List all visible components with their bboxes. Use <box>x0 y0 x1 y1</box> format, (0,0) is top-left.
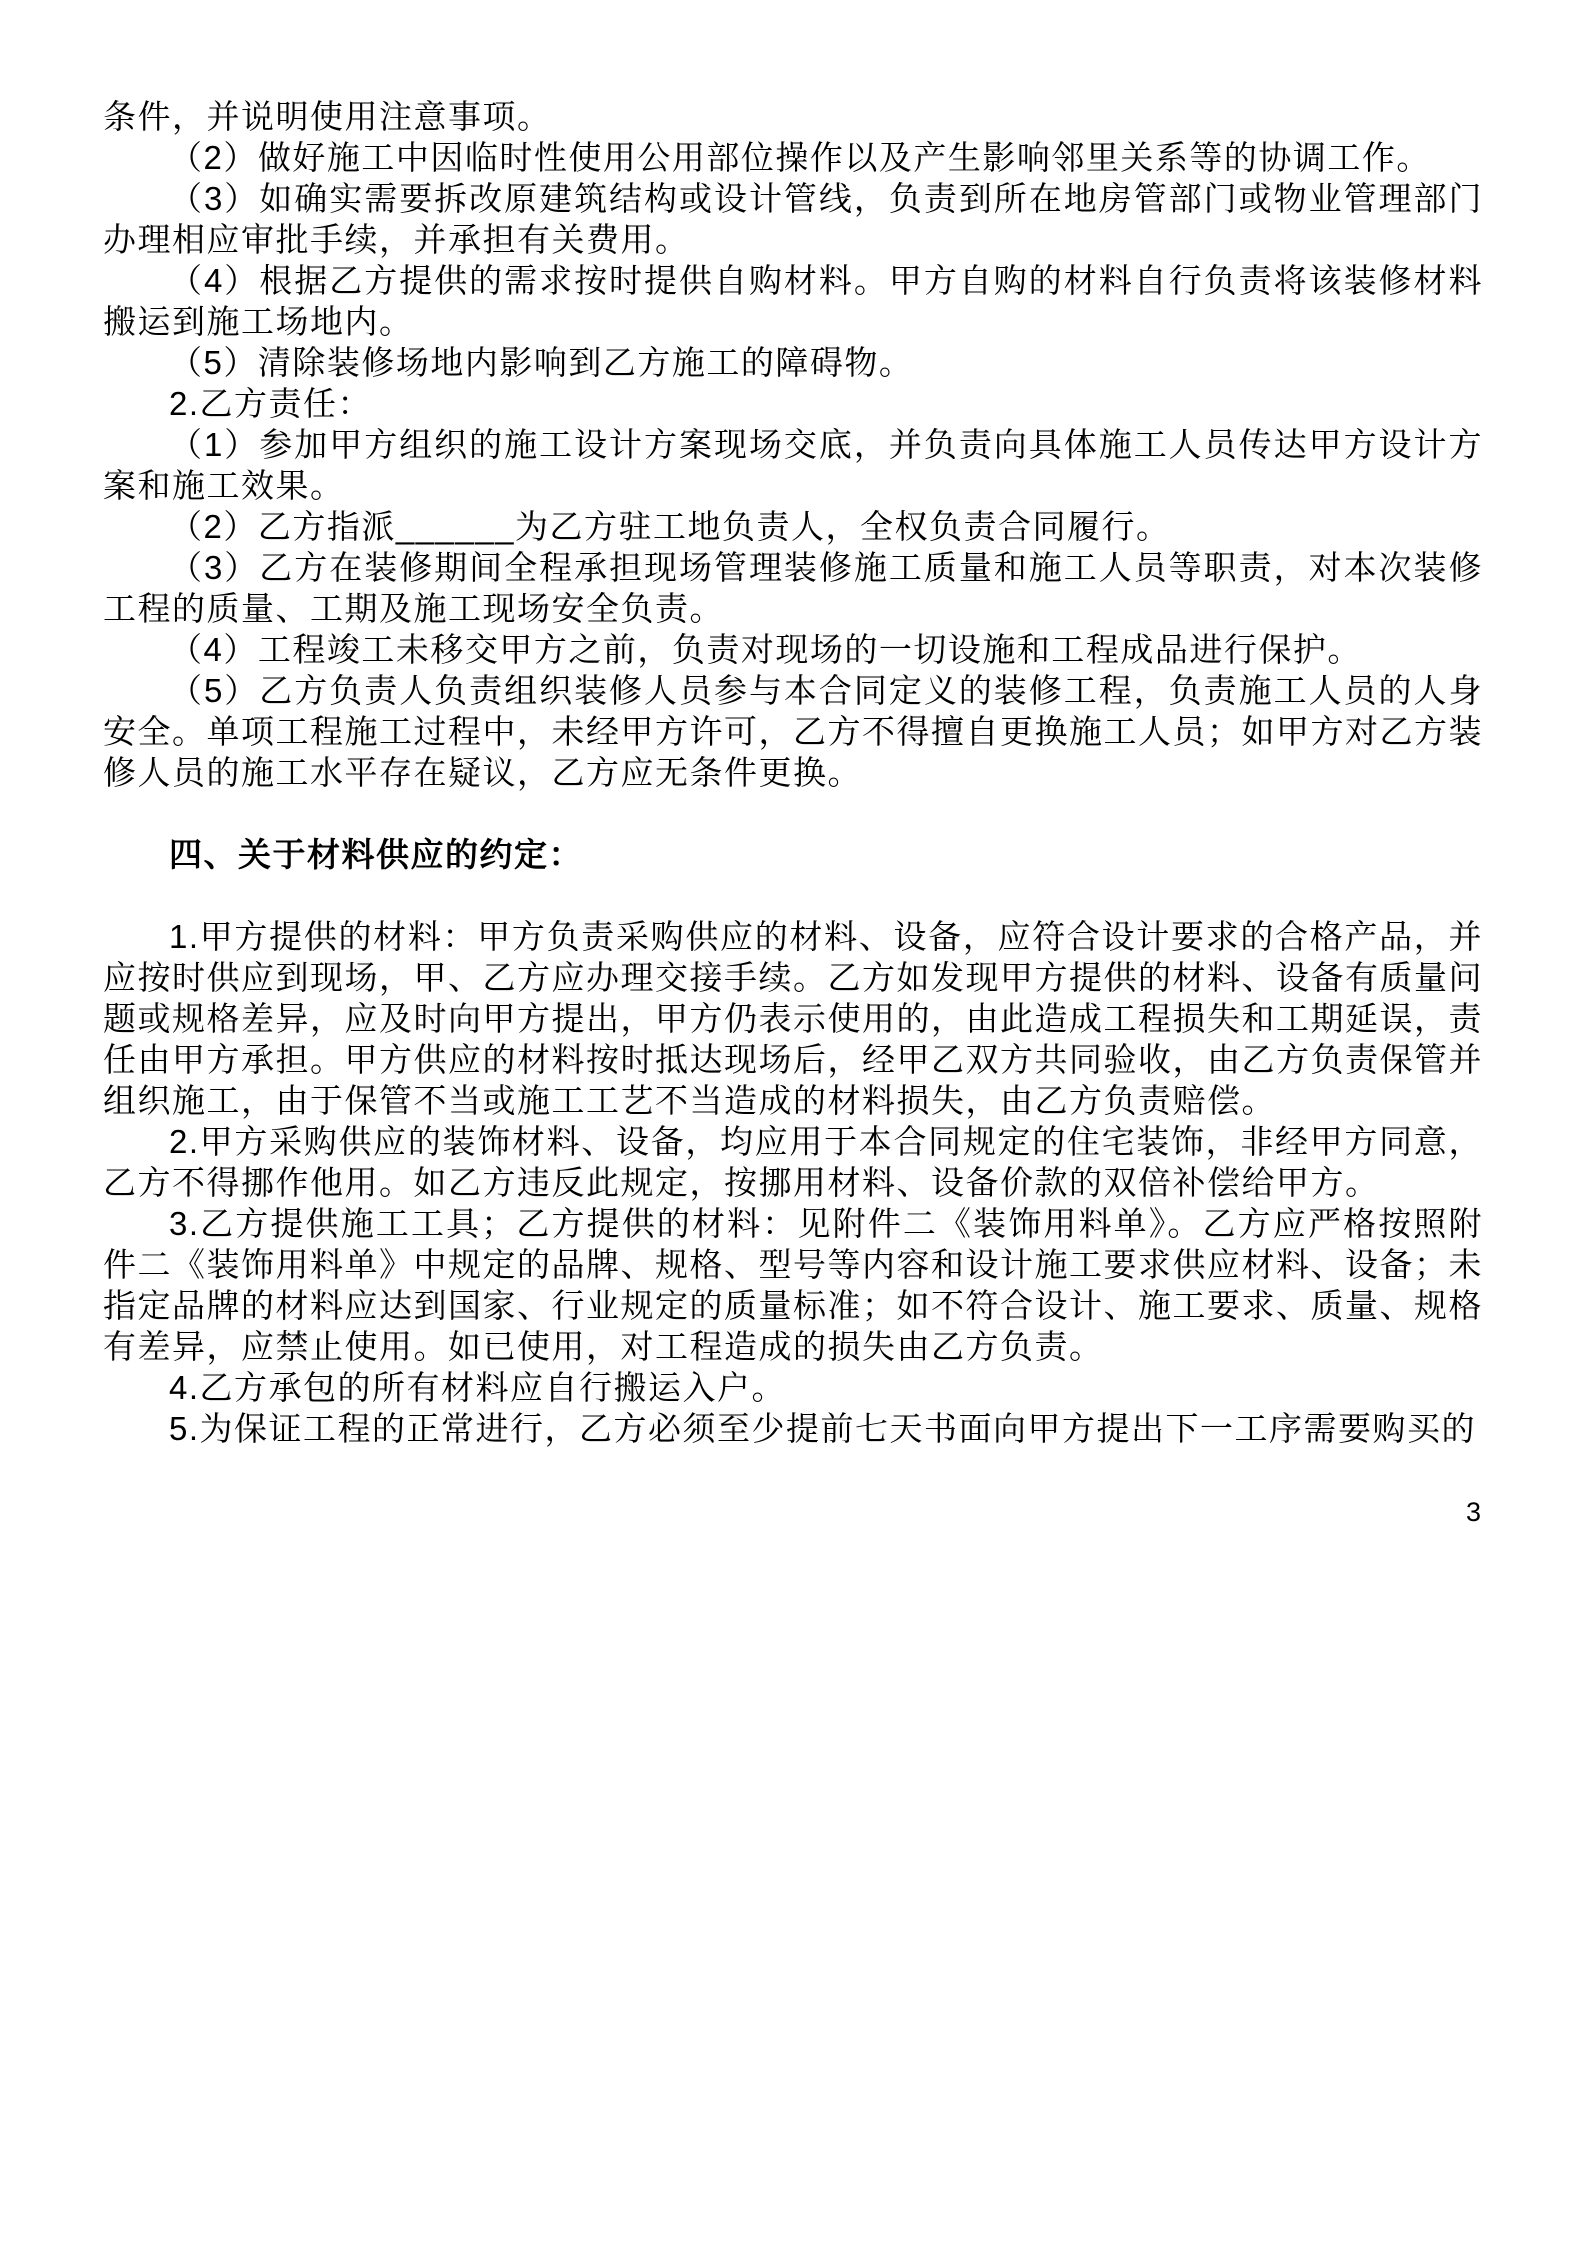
paragraph: 2.甲方采购供应的装饰材料、设备，均应用于本合同规定的住宅装饰，非经甲方同意，乙方不得挪作他用。如乙方违反此规定，按挪用材料、设备价款的双倍补偿给甲方。 <box>103 1123 1483 1201</box>
paragraph: （2）做好施工中因临时性使用公用部位操作以及产生影响邻里关系等的协调工作。 <box>169 139 1431 176</box>
paragraph: （4）工程竣工未移交甲方之前，负责对现场的一切设施和工程成品进行保护。 <box>169 631 1362 668</box>
paragraph: （1）参加甲方组织的施工设计方案现场交底，并负责向具体施工人员传达甲方设计方案和施工效果。 <box>103 426 1483 504</box>
paragraph: 5.为保证工程的正常进行，乙方必须至少提前七天书面向甲方提出下一工序需要购买的 <box>169 1410 1477 1447</box>
section-heading: 四、关于材料供应的约定： <box>169 836 583 873</box>
paragraph: 3.乙方提供施工工具；乙方提供的材料：见附件二《装饰用料单》。乙方应严格按照附件二《装饰用料单》中规定的品牌、规格、型号等内容和设计施工要求供应材料、设备；未指定品牌的材料应达到国家、行业规定的质量标准；如不符合设计、施工要求、质量、规格有差异，应禁止使用。如已使用，对工程造成的损失由乙方负责。 <box>103 1205 1483 1365</box>
paragraph: 4.乙方承包的所有材料应自行搬运入户。 <box>169 1369 787 1406</box>
paragraph: （2）乙方指派______为乙方驻工地负责人，全权负责合同履行。 <box>169 508 1171 545</box>
paragraph: 1.甲方提供的材料：甲方负责采购供应的材料、设备，应符合设计要求的合格产品，并应按时供应到现场，甲、乙方应办理交接手续。乙方如发现甲方提供的材料、设备有质量问题或规格差异，应及时向甲方提出，甲方仍表示使用的，由此造成工程损失和工期延误，责任由甲方承担。甲方供应的材料按时抵达现场后，经甲乙双方共同验收，由乙方负责保管并组织施工，由于保管不当或施工工艺不当造成的材料损失，由乙方负责赔偿。 <box>103 918 1483 1119</box>
paragraph: （5）乙方负责人负责组织装修人员参与本合同定义的装修工程，负责施工人员的人身安全。单项工程施工过程中，未经甲方许可，乙方不得擅自更换施工人员；如甲方对乙方装修人员的施工水平存在疑议，乙方应无条件更换。 <box>103 672 1483 791</box>
page-number: 3 <box>1465 1497 1481 1527</box>
paragraph: 2.乙方责任： <box>169 385 373 422</box>
paragraph: （3）如确实需要拆改原建筑结构或设计管线，负责到所在地房管部门或物业管理部门办理相应审批手续，并承担有关费用。 <box>103 180 1483 258</box>
paragraph: （5）清除装修场地内影响到乙方施工的障碍物。 <box>169 344 914 381</box>
paragraph: 条件，并说明使用注意事项。 <box>103 98 552 135</box>
paragraph: （4）根据乙方提供的需求按时提供自购材料。甲方自购的材料自行负责将该装修材料搬运到施工场地内。 <box>103 262 1483 340</box>
paragraph: （3）乙方在装修期间全程承担现场管理装修施工质量和施工人员等职责，对本次装修工程的质量、工期及施工现场安全负责。 <box>103 549 1483 627</box>
document-body <box>103 96 1483 1449</box>
